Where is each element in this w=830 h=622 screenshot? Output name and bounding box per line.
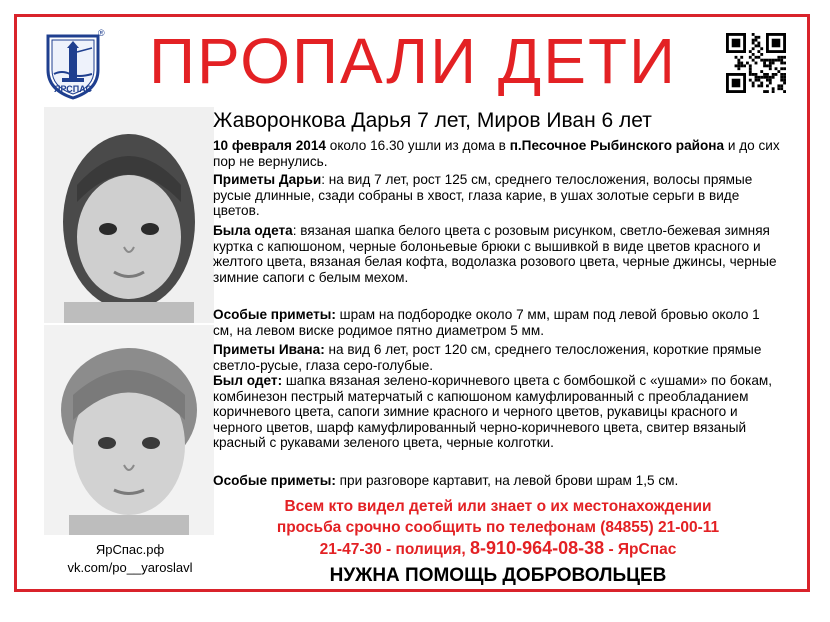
appeal-line2: просьба срочно сообщить по телефонам (84855) 21-00-11: [276, 519, 720, 536]
appeal-line3a: 21-47-30 - полиция,: [319, 541, 471, 558]
registered-mark: ®: [98, 28, 105, 38]
photo-darya: [44, 107, 214, 323]
darya-special-text: шрам на подбородке около 7 мм, шрам под левой бровью около 1 см, на левом виске родимое пятно диаметром 5 мм.: [213, 307, 760, 338]
darya-signs: [213, 172, 783, 219]
ivan-clothes: [213, 373, 783, 451]
ivan-signs: [213, 342, 783, 373]
photo-ivan: [44, 325, 214, 535]
darya-special-label: Особые приметы:: [213, 307, 336, 322]
appeal-line3b: - ЯрСпас: [604, 541, 677, 558]
appeal-line1: Всем кто видел детей или знает о их местонахождении: [284, 498, 712, 515]
qr-code-icon[interactable]: [726, 33, 786, 93]
ivan-special-text: при разговоре картавит, на левой брови шрам 1,5 см.: [335, 473, 679, 488]
darya-clothes: [213, 223, 783, 285]
vk-caption[interactable]: vk.com/po__yaroslavl: [67, 560, 193, 575]
children-names: Жаворонкова Дарья 7 лет, Миров Иван 6 лет: [213, 109, 652, 132]
contact-appeal: [213, 496, 783, 560]
ivan-special: [213, 473, 783, 489]
volunteers-needed: НУЖНА ПОМОЩЬ ДОБРОВОЛЬЦЕВ: [329, 565, 667, 586]
darya-special: [213, 307, 783, 338]
intro-place: п.Песочное Рыбинского района: [509, 138, 725, 153]
intro-text2: и до сих пор не вернулись.: [213, 138, 780, 169]
darya-clothes-text: : вязаная шапка белого цвета с розовым рисунком, светло-бежевая зимняя куртка с капюшоном, черные болоньевые брюки с вышивкой в виде цветов красного и желтого цвета, вязаная белая кофта, водолазка розового цвета, черные джинсы, черные зимние сапоги с белым мехом.: [213, 223, 777, 285]
intro-date: 10 февраля 2014: [213, 138, 326, 153]
darya-signs-label: Приметы Дарьи: [213, 172, 322, 187]
logo-text: ЯРСПАС: [54, 84, 92, 94]
website-caption[interactable]: ЯрСпас.рф: [95, 542, 165, 557]
ivan-clothes-label: Был одет:: [213, 373, 283, 388]
appeal-phone[interactable]: 8-910-964-08-38: [470, 538, 605, 558]
intro-paragraph: [213, 138, 783, 169]
ivan-signs-text: на вид 6 лет, рост 120 см, среднего телосложения, короткие прямые светло-русые, глаза серо-голубые.: [213, 342, 762, 373]
appeal-line3: [213, 538, 783, 560]
ivan-clothes-text: шапка вязаная зелено-коричневого цвета с бомбошкой с «ушами» по бокам, комбинезон пестрый матерчатый с капюшоном камуфлированный с преобладанием коричневого цвета, сапоги зимние красного и черного цветов, рукавицы красного и черного цветов, шарф камуфлированный черно-коричневого цвета, свитер вязаный красный с рукавами зеленого цвета, черные колготки.: [213, 373, 773, 451]
ivan-special-label: Особые приметы:: [213, 473, 336, 488]
ivan-signs-label: Приметы Ивана:: [213, 342, 325, 357]
darya-signs-text: : на вид 7 лет, рост 125 см, среднего телосложения, волосы прямые русые длинные, сзади собраны в хвост, глаза карие, в ушах золотые серьги в виде цветов.: [213, 172, 753, 219]
intro-text1: около 16.30 ушли из дома в: [325, 138, 510, 153]
poster-headline: ПРОПАЛИ ДЕТИ: [148, 25, 678, 97]
darya-clothes-label: Была одета: [213, 223, 293, 238]
